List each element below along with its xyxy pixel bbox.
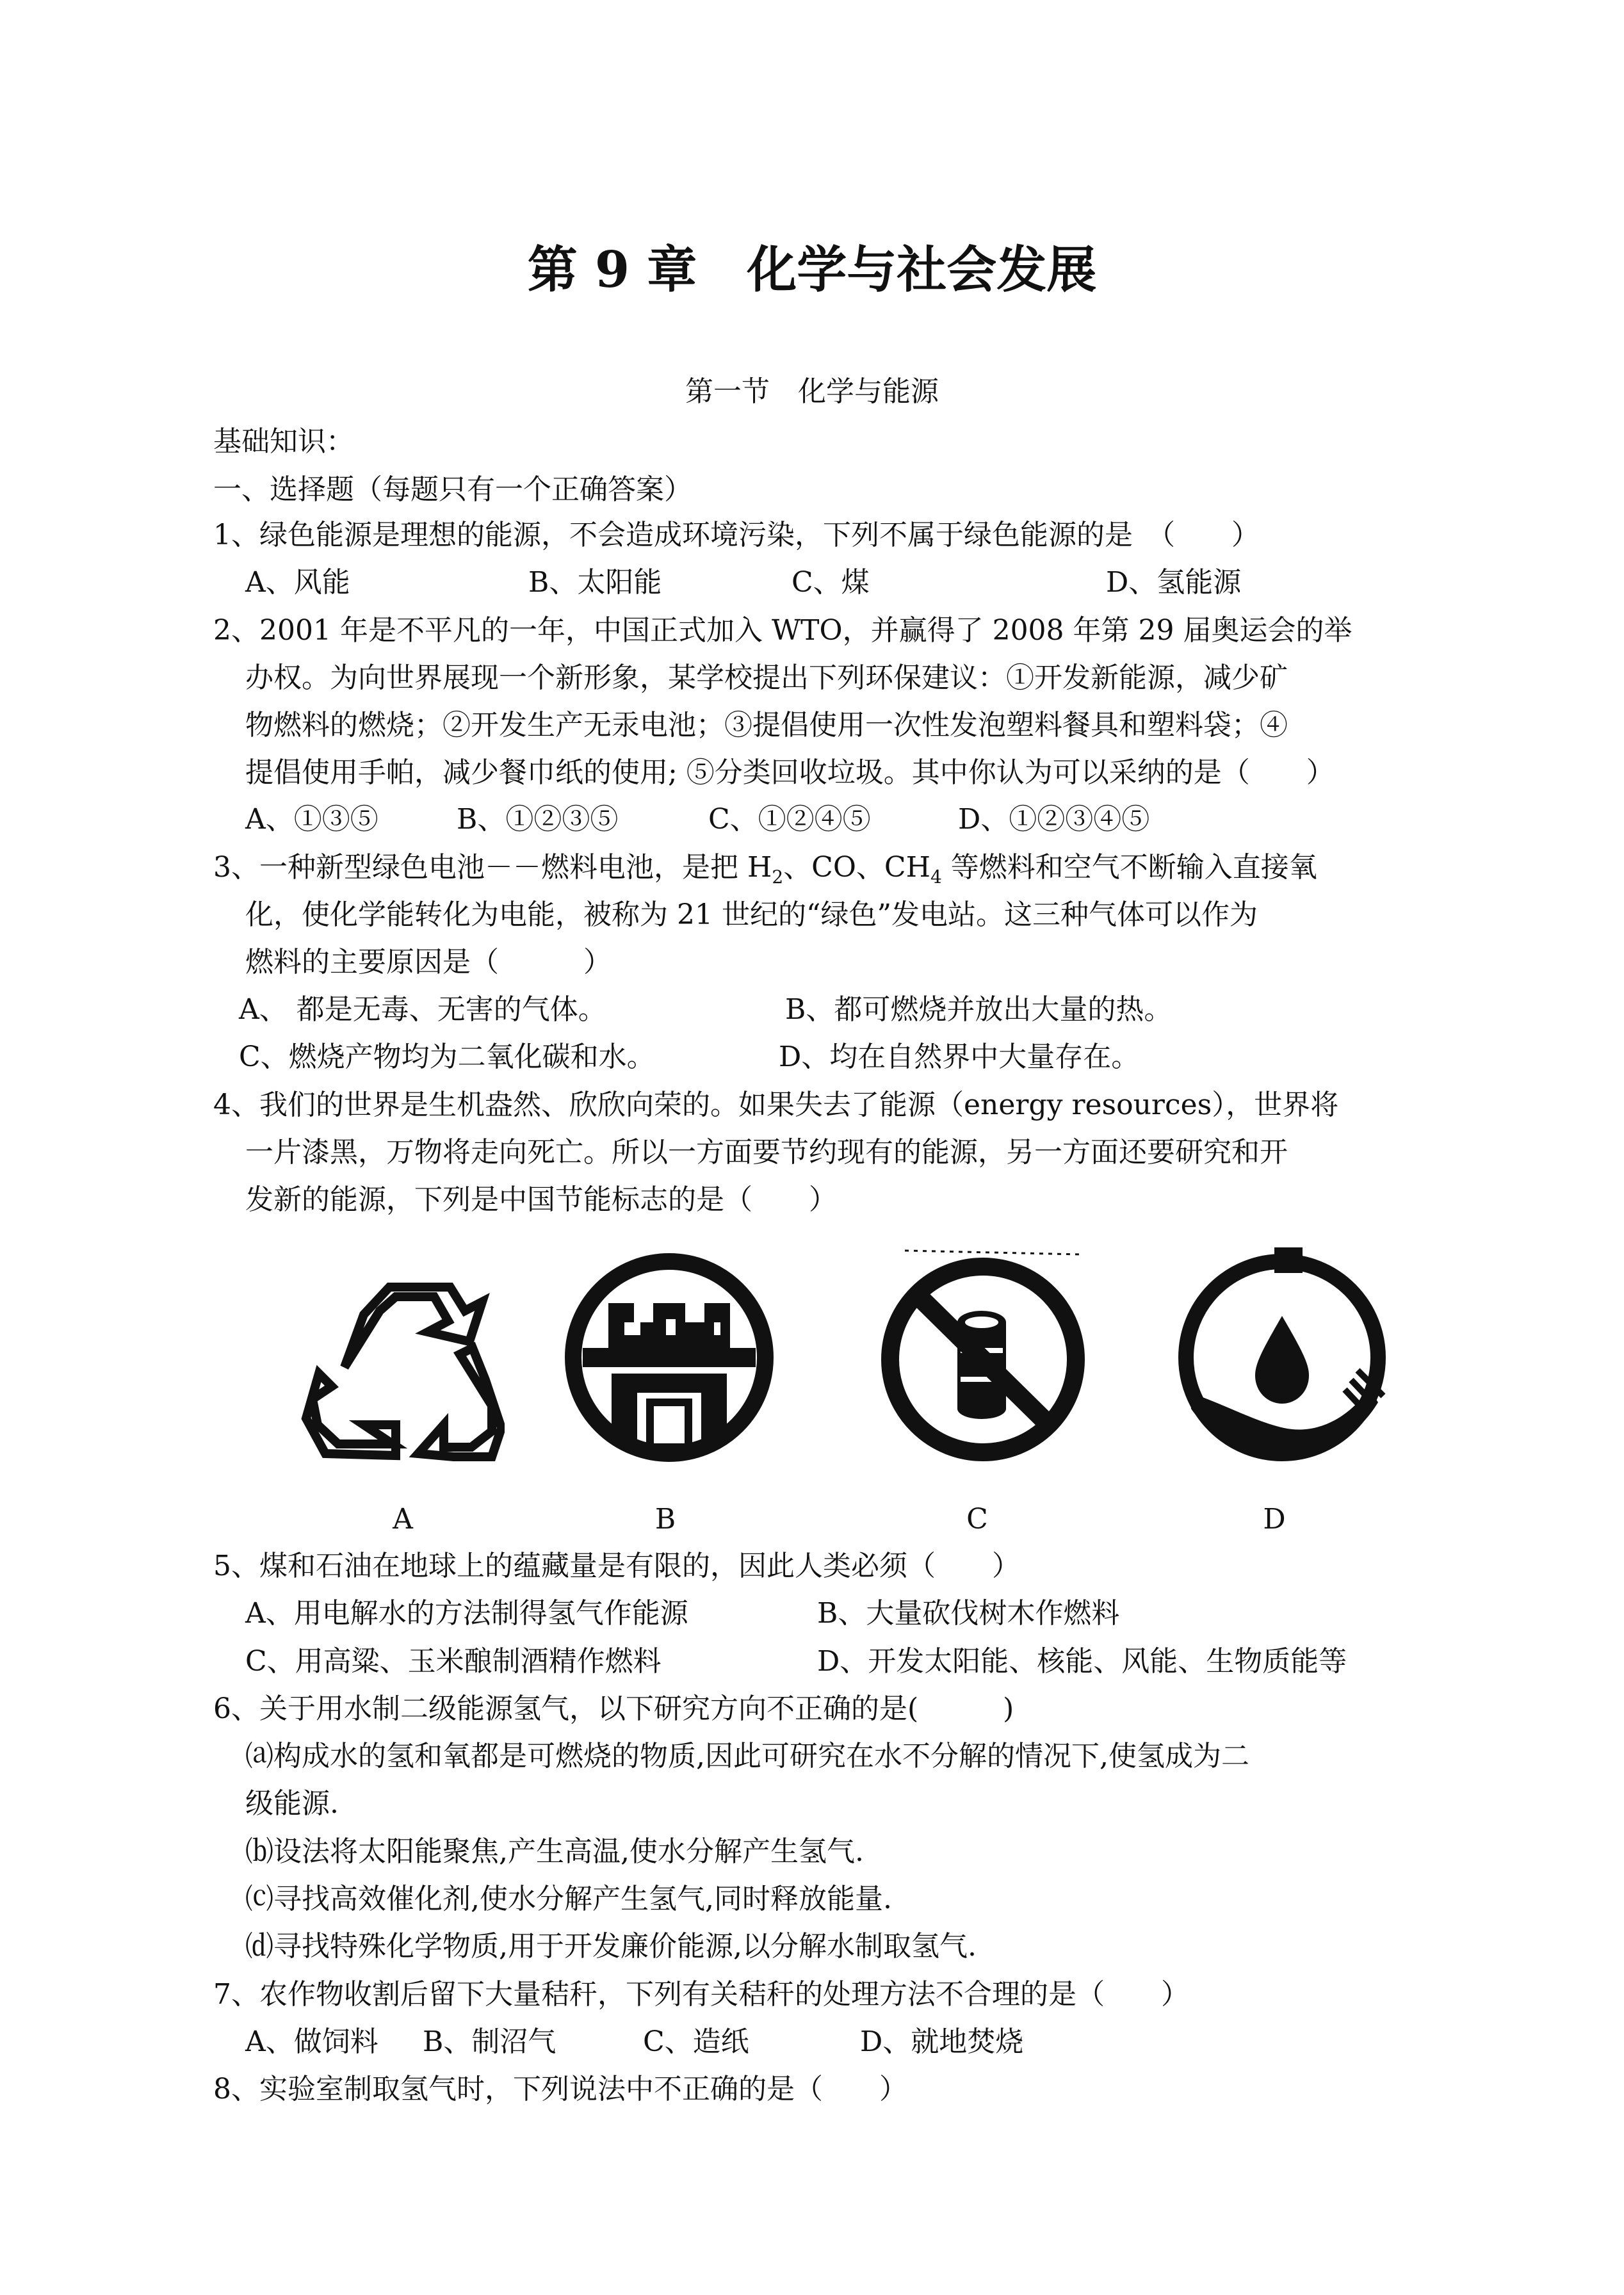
question-6-option-b: ⒝设法将太阳能聚焦,产生高温,使水分解产生氢气. bbox=[245, 1835, 864, 1868]
question-2-line-2: 办权。为向世界展现一个新形象，某学校提出下列环保建议：①开发新能源，减少矿 bbox=[245, 661, 1288, 694]
water-saving-icon bbox=[1165, 1236, 1409, 1466]
section-title: 第一节 化学与能源 bbox=[685, 375, 939, 408]
question-3-line-3: 燃料的主要原因是（ ） bbox=[245, 946, 612, 978]
question-2-line-1: 2、2001 年是不平凡的一年，中国正式加入 WTO，并赢得了 2008 年第 29 届奥运会的举 bbox=[213, 614, 1352, 647]
question-2-option-d: D、①②③④⑤ bbox=[958, 803, 1150, 836]
question-6-option-c: ⒞寻找高效催化剂,使水分解产生氢气,同时释放能量. bbox=[245, 1883, 892, 1915]
question-1-option-b: B、太阳能 bbox=[528, 566, 662, 599]
question-6-option-a-line-1: ⒜构成水的氢和氧都是可燃烧的物质,因此可研究在水不分解的情况下,使氢成为二 bbox=[245, 1740, 1249, 1772]
q3-text-b: 、CO、CH bbox=[783, 851, 930, 884]
question-6-option-d: ⒟寻找特殊化学物质,用于开发廉价能源,以分解水制取氢气. bbox=[245, 1930, 977, 1963]
recycle-icon bbox=[300, 1271, 505, 1463]
question-5-option-c: C、用高粱、玉米酿制酒精作燃料 bbox=[245, 1645, 662, 1678]
question-1-option-c: C、煤 bbox=[792, 566, 870, 599]
question-7-stem: 7、农作物收割后留下大量秸秆，下列有关秸秆的处理方法不合理的是（ ） bbox=[213, 1978, 1189, 2011]
question-1-stem: 1、绿色能源是理想的能源，不会造成环境污染，下列不属于绿色能源的是 （ ） bbox=[213, 519, 1260, 551]
no-oil-barrel-icon bbox=[876, 1245, 1091, 1463]
question-5-option-d: D、开发太阳能、核能、风能、生物质能等 bbox=[817, 1645, 1347, 1678]
question-7-option-b: B、制沼气 bbox=[423, 2025, 556, 2058]
question-2-line-3: 物燃料的燃烧；②开发生产无汞电池；③提倡使用一次性发泡塑料餐具和塑料袋；④ bbox=[245, 709, 1288, 742]
question-5-option-a: A、用电解水的方法制得氢气作能源 bbox=[245, 1597, 688, 1630]
question-3-line-2: 化，使化学能转化为电能，被称为 21 世纪的“绿色”发电站。这三种气体可以作为 bbox=[245, 898, 1258, 931]
question-3-line-1 bbox=[213, 848, 1317, 887]
question-8-stem: 8、实验室制取氢气时，下列说法中不正确的是（ ） bbox=[213, 2073, 907, 2105]
question-7-option-c: C、造纸 bbox=[643, 2025, 749, 2058]
question-3-option-c: C、燃烧产物均为二氧化碳和水。 bbox=[239, 1041, 655, 1073]
question-4-line-1: 4、我们的世界是生机盎然、欣欣向荣的。如果失去了能源（energy resources），世界将 bbox=[213, 1089, 1339, 1121]
q3-subscript-2: 4 bbox=[930, 866, 942, 888]
question-5-stem: 5、煤和石油在地球上的蕴藏量是有限的，因此人类必须（ ） bbox=[213, 1550, 1020, 1582]
question-7-option-a: A、做饲料 bbox=[245, 2025, 378, 2058]
question-2-option-a: A、①③⑤ bbox=[245, 803, 378, 836]
question-4-line-2: 一片漆黑，万物将走向死亡。所以一方面要节约现有的能源，另一方面还要研究和开 bbox=[245, 1136, 1288, 1169]
option-label-c: C bbox=[966, 1503, 988, 1536]
question-1-option-a: A、风能 bbox=[245, 566, 350, 599]
q3-subscript-1: 2 bbox=[772, 866, 784, 888]
q3-text-a: 3、一种新型绿色电池－－燃料电池，是把 H bbox=[213, 851, 772, 884]
option-label-b: B bbox=[654, 1503, 676, 1536]
question-2-line-4: 提倡使用手帕，减少餐巾纸的使用; ⑤分类回收垃圾。其中你认为可以采纳的是（ ） bbox=[245, 756, 1335, 789]
question-5-option-b: B、大量砍伐树木作燃料 bbox=[817, 1597, 1120, 1630]
question-3-option-a: A、 都是无毒、无害的气体。 bbox=[239, 993, 606, 1026]
question-3-option-d: D、均在自然界中大量存在。 bbox=[779, 1041, 1140, 1073]
question-6-option-a-line-2: 级能源. bbox=[245, 1787, 339, 1820]
question-3-option-b: B、都可燃烧并放出大量的热。 bbox=[785, 993, 1173, 1026]
question-2-option-b: B、①②③⑤ bbox=[457, 803, 619, 836]
option-label-d: D bbox=[1263, 1503, 1286, 1536]
option-label-a: A bbox=[393, 1503, 413, 1536]
part-heading: 一、选择题（每题只有一个正确答案） bbox=[213, 473, 692, 506]
question-4-line-3: 发新的能源，下列是中国节能标志的是（ ） bbox=[245, 1183, 837, 1216]
chapter-title: 第 9 章 化学与社会发展 bbox=[527, 241, 1097, 299]
basics-heading: 基础知识： bbox=[213, 425, 354, 458]
question-1-option-d: D、氢能源 bbox=[1106, 566, 1242, 599]
question-2-option-c: C、①②④⑤ bbox=[708, 803, 871, 836]
question-7-option-d: D、就地焚烧 bbox=[860, 2025, 1024, 2058]
energy-saving-icon bbox=[564, 1252, 775, 1463]
question-6-stem: 6、关于用水制二级能源氢气，以下研究方向不正确的是( ) bbox=[213, 1692, 1014, 1725]
q3-text-c: 等燃料和空气不断输入直接氧 bbox=[941, 851, 1317, 884]
